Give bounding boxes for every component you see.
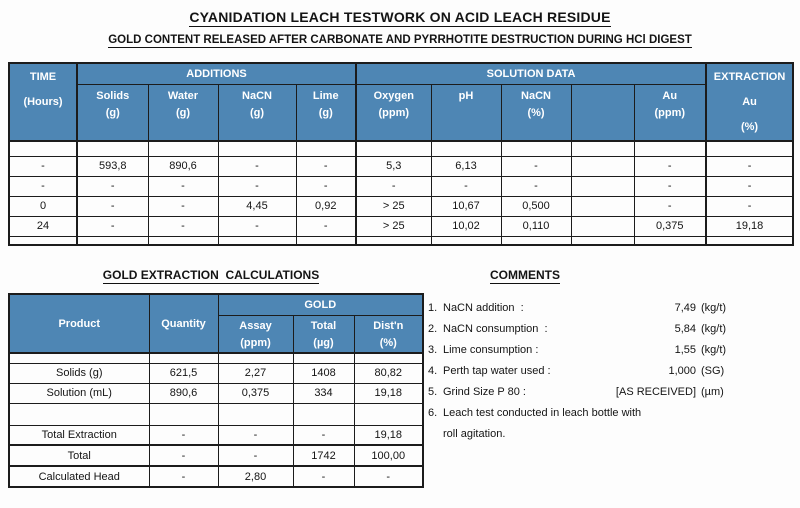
comment-item-continuation: roll agitation. — [443, 428, 506, 440]
gold-extraction-heading: GOLD EXTRACTION CALCULATIONS — [102, 268, 320, 282]
cell: 0,375 — [634, 216, 706, 236]
extraction-element: Au — [742, 96, 757, 108]
nacn-pct-header: NaCN (%) — [501, 85, 571, 141]
cell: - — [149, 466, 218, 487]
gold-group-header: GOLD — [218, 294, 423, 316]
leach-data-row — [9, 176, 793, 196]
cell: - — [706, 196, 793, 216]
cell: - — [634, 196, 706, 216]
cell: > 25 — [356, 216, 431, 236]
cell: 19,18 — [354, 383, 423, 403]
cell: 1742 — [293, 445, 354, 466]
cell — [571, 196, 634, 216]
comments-list — [428, 293, 788, 445]
cell: 4,45 — [218, 196, 296, 216]
solution-data-group-header: SOLUTION DATA — [356, 63, 706, 85]
au-ppm-header: Au (ppm) — [634, 85, 706, 141]
cell: 10,02 — [431, 216, 501, 236]
extraction-unit: (%) — [740, 121, 759, 133]
cell: 0,375 — [218, 383, 293, 403]
cell: - — [149, 425, 218, 445]
spacer-row — [9, 353, 423, 363]
comment-item: 6. Leach test conducted in leach bottle with — [428, 407, 642, 419]
cell: 593,8 — [77, 156, 148, 176]
cell — [571, 176, 634, 196]
cell: - — [218, 425, 293, 445]
cell: 2,80 — [218, 466, 293, 487]
comments-heading: COMMENTS — [490, 268, 560, 282]
cell: - — [77, 216, 148, 236]
cell: - — [148, 176, 218, 196]
leach-results-table — [8, 62, 794, 246]
ph-header: pH — [431, 85, 501, 141]
cell: - — [9, 176, 77, 196]
cell — [571, 156, 634, 176]
leach-data-row — [9, 216, 793, 236]
cell: - — [148, 216, 218, 236]
comment-item: 5. Grind Size P 80 : [AS RECEIVED] (µm) — [428, 386, 724, 398]
leach-data-row — [9, 156, 793, 176]
cell: Total Extraction — [9, 425, 149, 445]
cell: - — [218, 176, 296, 196]
cell: 0,110 — [501, 216, 571, 236]
leach-header-groups — [9, 63, 793, 85]
leach-data-row — [9, 196, 793, 216]
cell: 19,18 — [354, 425, 423, 445]
cell: - — [634, 156, 706, 176]
nacn-g-header: NaCN (g) — [218, 85, 296, 141]
lime-header: Lime (g) — [296, 85, 356, 141]
additions-group-header: ADDITIONS — [77, 63, 356, 85]
total-extraction-row — [9, 425, 423, 445]
cell: - — [218, 156, 296, 176]
cell: 0,92 — [296, 196, 356, 216]
water-header: Water (g) — [148, 85, 218, 141]
assay-header: Assay (ppm) — [218, 316, 293, 354]
spacer-row — [9, 236, 793, 245]
cell: 0,500 — [501, 196, 571, 216]
cell: - — [296, 216, 356, 236]
cell: - — [431, 176, 501, 196]
cell: - — [706, 156, 793, 176]
cell: - — [77, 176, 148, 196]
cell: - — [148, 196, 218, 216]
time-header-cell — [9, 63, 77, 141]
gold-data-row — [9, 363, 423, 383]
cell: 5,3 — [356, 156, 431, 176]
cell: Total — [9, 445, 149, 466]
cell: Solids (g) — [9, 363, 149, 383]
blank-header — [571, 85, 634, 141]
total-row — [9, 445, 423, 466]
cell: - — [77, 196, 148, 216]
cell: - — [218, 216, 296, 236]
gold-header-groups — [9, 294, 423, 316]
cell: 100,00 — [354, 445, 423, 466]
cell: 6,13 — [431, 156, 501, 176]
cell: > 25 — [356, 196, 431, 216]
quantity-header: Quantity — [149, 294, 218, 353]
cell: 890,6 — [148, 156, 218, 176]
cell: 24 — [9, 216, 77, 236]
comment-item: 4. Perth tap water used : 1,000 (SG) — [428, 365, 725, 377]
cell: 2,27 — [218, 363, 293, 383]
cell: Calculated Head — [9, 466, 149, 487]
cell: 334 — [293, 383, 354, 403]
gold-extraction-table — [8, 293, 424, 488]
time-unit: (Hours) — [23, 96, 63, 108]
cell: - — [354, 466, 423, 487]
comment-item: 3. Lime consumption : 1,55 (kg/t) — [428, 344, 727, 356]
cell: Solution (mL) — [9, 383, 149, 403]
extraction-label: EXTRACTION — [713, 71, 786, 83]
cell: - — [296, 176, 356, 196]
solids-header: Solids (g) — [77, 85, 148, 141]
cell: 0 — [9, 196, 77, 216]
total-header: Total (µg) — [293, 316, 354, 354]
cell: - — [706, 176, 793, 196]
cell: 621,5 — [149, 363, 218, 383]
report-subtitle — [0, 27, 800, 48]
cell: - — [9, 156, 77, 176]
cell: - — [218, 445, 293, 466]
cell — [571, 216, 634, 236]
report-title — [0, 0, 800, 27]
cell: - — [501, 156, 571, 176]
cell: 1408 — [293, 363, 354, 383]
cell: - — [356, 176, 431, 196]
spacer-row — [9, 141, 793, 156]
cell: - — [293, 466, 354, 487]
cell: - — [634, 176, 706, 196]
gold-data-row — [9, 383, 423, 403]
comment-item: 2. NaCN consumption : 5,84 (kg/t) — [428, 323, 727, 335]
report-subtitle-text: GOLD CONTENT RELEASED AFTER CARBONATE AND PYRRHOTITE DESTRUCTION DURING HCl DIGEST — [108, 34, 692, 46]
comment-item: 1. NaCN addition : 7,49 (kg/t) — [428, 302, 727, 314]
leach-header-subcolumns — [9, 85, 793, 141]
product-header: Product — [9, 294, 149, 353]
cell: 80,82 — [354, 363, 423, 383]
cell: 890,6 — [149, 383, 218, 403]
cell: 10,67 — [431, 196, 501, 216]
oxygen-header: Oxygen (ppm) — [356, 85, 431, 141]
cell: - — [501, 176, 571, 196]
distn-header: Dist'n (%) — [354, 316, 423, 354]
cell: - — [293, 425, 354, 445]
calculated-head-row — [9, 466, 423, 487]
extraction-header-cell — [706, 63, 793, 141]
report-title-text: CYANIDATION LEACH TESTWORK ON ACID LEACH RESIDUE — [189, 9, 611, 25]
time-label: TIME — [29, 71, 57, 83]
cell: 19,18 — [706, 216, 793, 236]
cell: - — [296, 156, 356, 176]
cell: - — [149, 445, 218, 466]
spacer-row — [9, 403, 423, 425]
